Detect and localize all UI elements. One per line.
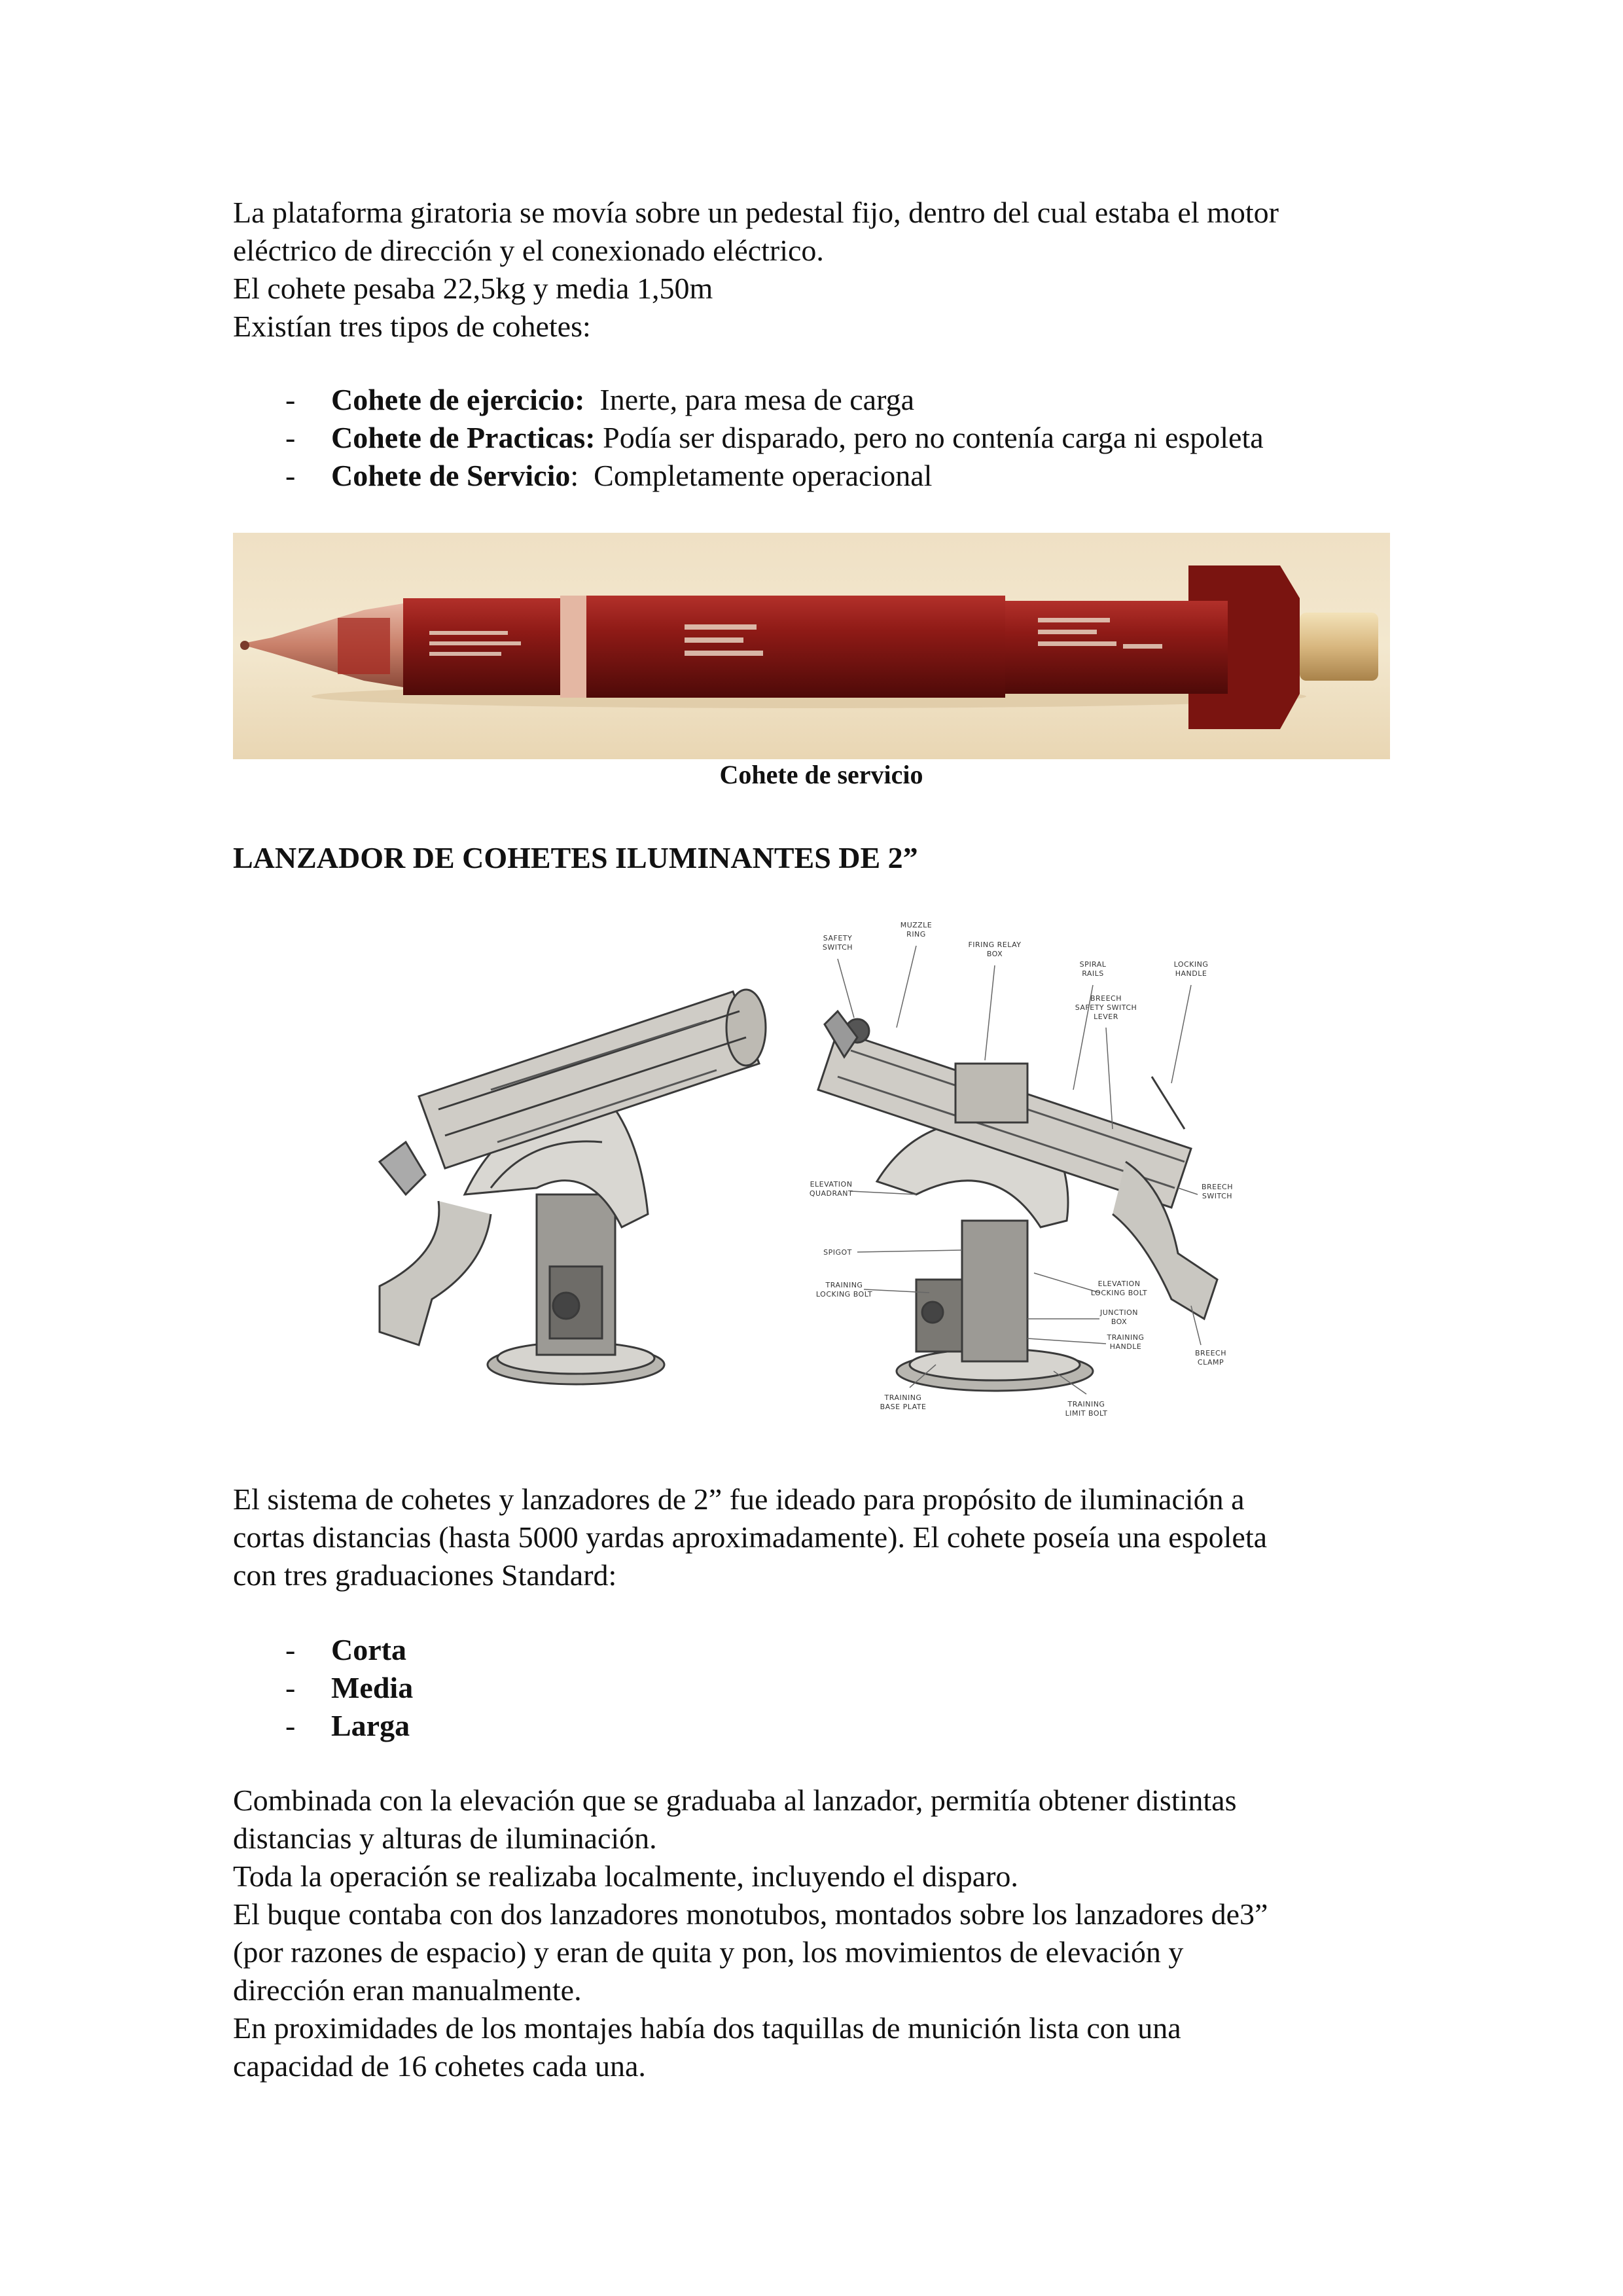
- list-item: [233, 381, 1476, 419]
- intro-paragraph: [233, 194, 1411, 346]
- diagram-label: CLAMP: [1197, 1358, 1224, 1367]
- list-term: Corta: [331, 1633, 406, 1666]
- diagram-label: QUADRANT: [809, 1189, 853, 1198]
- list-item: [233, 457, 1476, 495]
- rocket-motor: [1005, 601, 1228, 694]
- closing-paragraph: [233, 1782, 1411, 2085]
- diagram-label: SAFETY SWITCH: [1075, 1003, 1137, 1012]
- diagram-label: SAFETY: [823, 934, 853, 942]
- closing-line: En proximidades de los montajes había dos taquillas de munición lista con una: [233, 2011, 1181, 2045]
- closing-line: distancias y alturas de iluminación.: [233, 1821, 657, 1855]
- list-item: [233, 419, 1476, 457]
- diagram-label: SPIGOT: [823, 1248, 852, 1257]
- intro-line: Existían tres tipos de cohetes:: [233, 310, 591, 343]
- diagram-label: ELEVATION: [1097, 1280, 1141, 1288]
- diagram-label: HANDLE: [1175, 969, 1207, 978]
- rocket-silver-ring: [560, 596, 586, 698]
- system-paragraph: [233, 1480, 1411, 1594]
- diagram-label: LEVER: [1094, 1013, 1118, 1021]
- diagram-label: LOCKING BOLT: [815, 1290, 873, 1299]
- rocket-body: [586, 596, 1005, 698]
- closing-line: dirección eran manualmente.: [233, 1973, 582, 2007]
- list-desc: Inerte, para mesa de carga: [584, 383, 914, 416]
- rocket-photo: [233, 533, 1390, 759]
- list-desc: Podía ser disparado, pero no contenía carga ni espoleta: [595, 421, 1264, 454]
- list-dash: -: [285, 1671, 296, 1704]
- list-term: Larga: [331, 1709, 410, 1742]
- diagram-label: RAILS: [1082, 969, 1104, 978]
- diagram-label: LOCKING BOLT: [1090, 1289, 1148, 1297]
- diagram-label: ELEVATION: [810, 1180, 853, 1189]
- rocket-caption: [0, 759, 1623, 790]
- closing-line: capacidad de 16 cohetes cada una.: [233, 2049, 646, 2083]
- list-item: [233, 1707, 1476, 1745]
- intro-line: eléctrico de dirección y el conexionado eléctrico.: [233, 234, 824, 267]
- diagram-label: TRAINING: [884, 1393, 922, 1402]
- diagram-label: RING: [906, 930, 926, 939]
- list-item: [233, 1669, 1476, 1707]
- section-heading: LANZADOR DE COHETES ILUMINANTES DE 2”: [233, 841, 918, 874]
- diagram-label: BOX: [986, 950, 1003, 958]
- diagram-label: LOCKING: [1173, 960, 1209, 969]
- diagram-label: SPIRAL: [1079, 960, 1107, 969]
- diagram-label: FIRING RELAY: [968, 941, 1022, 949]
- rocket-types-list: [233, 381, 1476, 495]
- list-dash: -: [285, 383, 296, 416]
- list-term: Cohete de Practicas:: [331, 421, 596, 454]
- diagram-label: TRAINING: [825, 1281, 863, 1289]
- system-line: El sistema de cohetes y lanzadores de 2” fue ideado para propósito de iluminación a: [233, 1482, 1245, 1516]
- diagram-label: BASE PLATE: [880, 1403, 927, 1411]
- diagram-label: LIMIT BOLT: [1065, 1409, 1108, 1418]
- diagram-label: TRAINING: [1107, 1333, 1145, 1342]
- list-dash: -: [285, 459, 296, 492]
- closing-line: (por razones de espacio) y eran de quita y pon, los movimientos de elevación y: [233, 1935, 1184, 1969]
- diagram-label: BREECH: [1090, 994, 1122, 1003]
- list-item: [233, 1631, 1476, 1669]
- diagram-label: SWITCH: [822, 943, 853, 952]
- closing-line: Toda la operación se realizaba localmente, incluyendo el disparo.: [233, 1859, 1018, 1893]
- rocket-tail: [1300, 613, 1378, 681]
- rocket-nose-band: [338, 618, 390, 674]
- list-dash: -: [285, 421, 296, 454]
- right-launcher: [815, 1011, 1217, 1391]
- intro-line: El cohete pesaba 22,5kg y media 1,50m: [233, 272, 713, 305]
- list-term: Cohete de ejercicio:: [331, 383, 585, 416]
- list-dash: -: [285, 1709, 296, 1742]
- system-line: cortas distancias (hasta 5000 yardas aproximadamente). El cohete poseía una espoleta: [233, 1520, 1268, 1554]
- closing-line: El buque contaba con dos lanzadores monotubos, montados sobre los lanzadores de3”: [233, 1897, 1268, 1931]
- diagram-label: JUNCTION: [1099, 1308, 1139, 1317]
- list-term: Cohete de Servicio: [331, 459, 571, 492]
- diagram-label: BREECH: [1201, 1183, 1234, 1191]
- launcher-illustrations: [340, 913, 1283, 1430]
- system-line: con tres graduaciones Standard:: [233, 1558, 617, 1592]
- list-term: Media: [331, 1671, 414, 1704]
- rocket-warhead: [403, 598, 560, 695]
- rocket-illustration: [233, 533, 1390, 759]
- caption-text: Cohete de servicio: [719, 760, 923, 789]
- diagram-label: BOX: [1111, 1318, 1128, 1326]
- diagram-label: HANDLE: [1109, 1342, 1142, 1351]
- diagram-label: BREECH: [1194, 1349, 1227, 1357]
- list-dash: -: [285, 1633, 296, 1666]
- graduations-list: [233, 1631, 1476, 1745]
- rocket-nose-tip: [240, 641, 249, 650]
- left-launcher: [380, 990, 766, 1384]
- diagram-label: MUZZLE: [900, 921, 933, 929]
- diagram-label: TRAINING: [1067, 1400, 1105, 1408]
- intro-line: La plataforma giratoria se movía sobre un pedestal fijo, dentro del cual estaba el motor: [233, 196, 1279, 229]
- list-desc: : Completamente operacional: [570, 459, 933, 492]
- diagram-label: SWITCH: [1202, 1192, 1233, 1200]
- closing-line: Combinada con la elevación que se graduaba al lanzador, permitía obtener distintas: [233, 1784, 1237, 1817]
- launcher-diagram: [340, 913, 1283, 1430]
